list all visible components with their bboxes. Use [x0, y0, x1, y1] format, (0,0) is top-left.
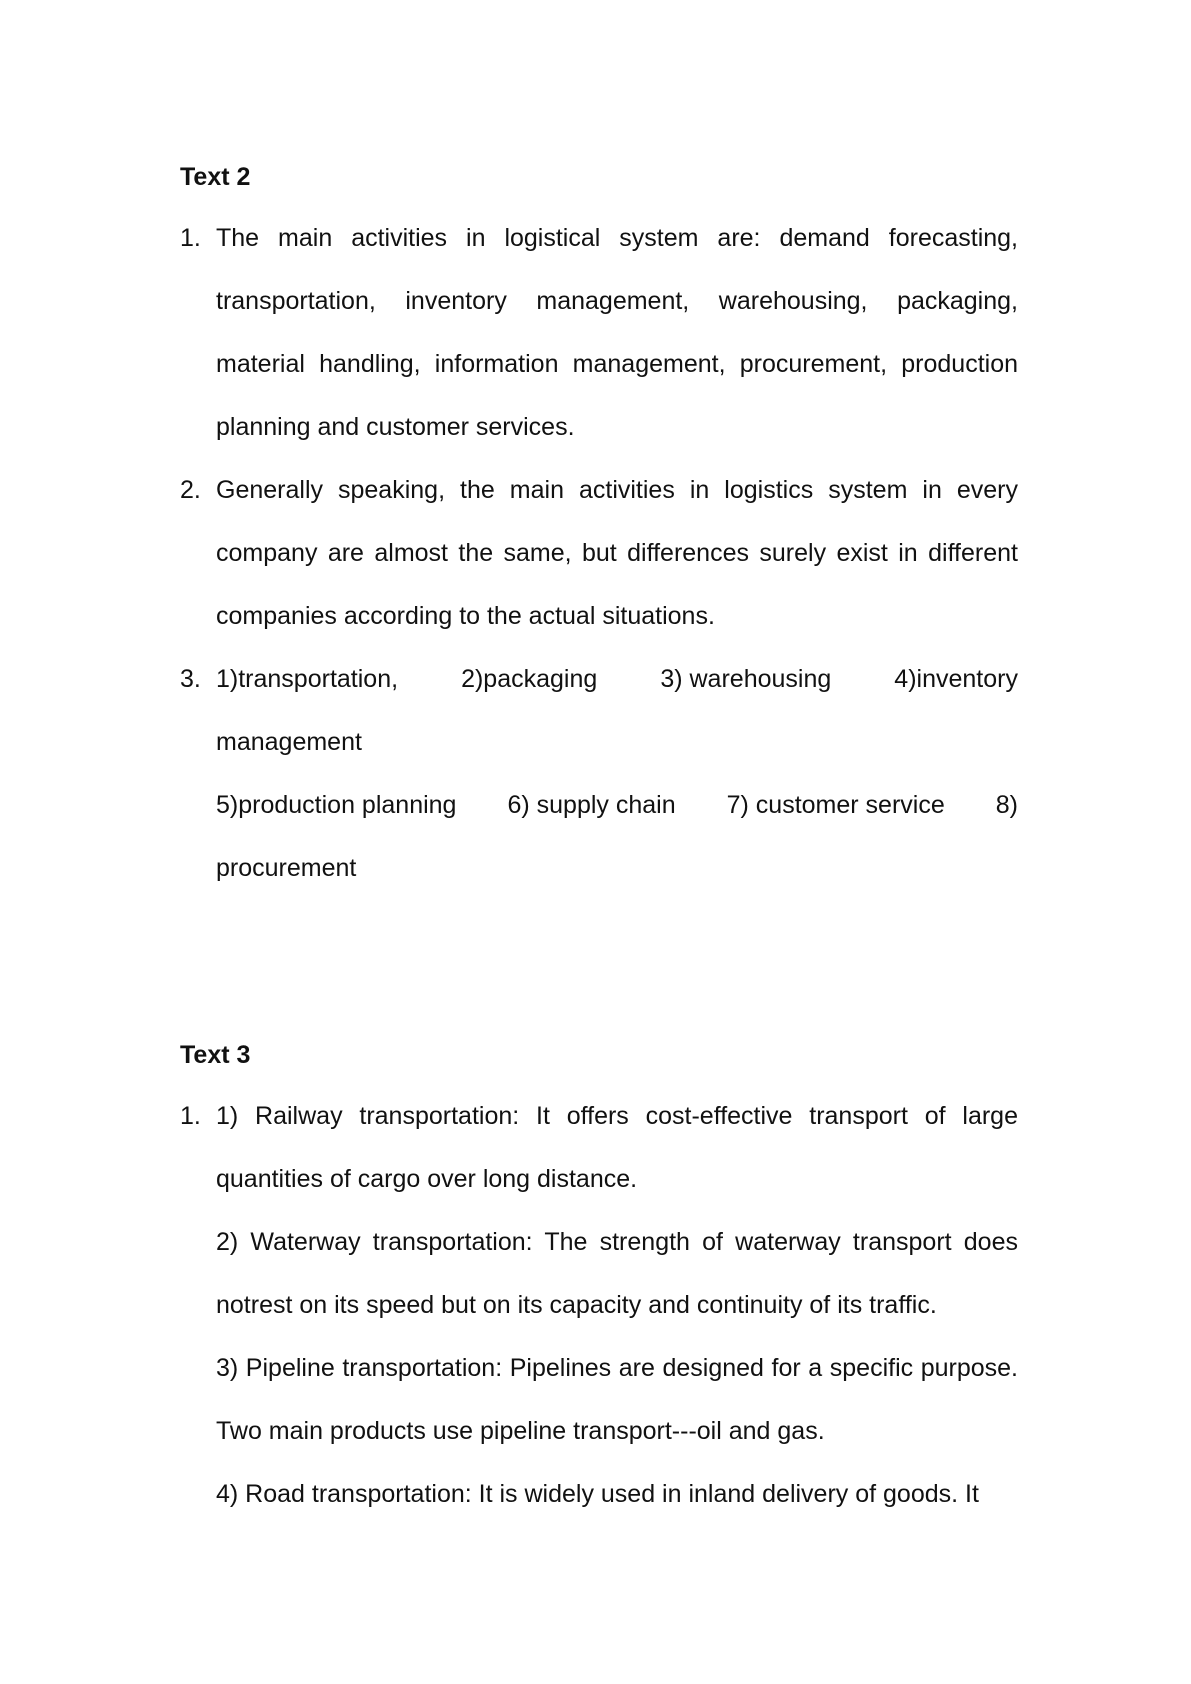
list-item-number: 1.: [180, 1102, 201, 1130]
activity-term: 4)inventory: [894, 665, 1018, 693]
activity-term: 2)packaging: [461, 665, 598, 693]
section-heading-text-3: Text 3: [180, 1041, 251, 1069]
list-item-number: 1.: [180, 224, 201, 252]
activity-term: 6) supply chain: [507, 791, 676, 819]
activity-term-continuation: management: [216, 728, 362, 756]
activity-term: 3) warehousing: [660, 665, 832, 693]
activity-term-continuation: procurement: [216, 854, 357, 882]
activity-term: 1)transportation,: [216, 665, 399, 693]
activity-row: [216, 774, 1018, 837]
transport-mode-paragraph: 1) Railway transportation: It offers cost-effective transport of large quantities of cargo over long distance.: [216, 1102, 1018, 1193]
activity-term: 7) customer service: [726, 791, 945, 819]
list-item-number: 2.: [180, 476, 201, 504]
transport-mode-paragraph: 4) Road transportation: It is widely used in inland delivery of goods. It: [216, 1480, 979, 1508]
list-item-text: [216, 648, 1018, 900]
list-item-text: [216, 1085, 1018, 1526]
activity-row: [216, 648, 1018, 711]
list-item-text: Generally speaking, the main activities in logistics system in every company are almost the same, but differences surely exist in different companies according to the actual situations.: [216, 476, 1018, 630]
activity-term: 5)production planning: [216, 791, 457, 819]
list-item-text: The main activities in logistical system are: demand forecasting, transportation, inventory management, warehousing, packaging, material handling, information management, procurement, production planning and customer services.: [216, 224, 1018, 441]
list-item-number: 3.: [180, 665, 201, 693]
transport-mode-paragraph: 2) Waterway transportation: The strength of waterway transport does notrest on its speed but on its capacity and continuity of its traffic.: [216, 1228, 1018, 1319]
transport-mode-paragraph: 3) Pipeline transportation: Pipelines are designed for a specific purpose. Two main products use pipeline transport---oil and gas.: [216, 1354, 1018, 1445]
section-heading-text-2: Text 2: [180, 163, 251, 191]
activity-term: 8): [995, 791, 1018, 819]
